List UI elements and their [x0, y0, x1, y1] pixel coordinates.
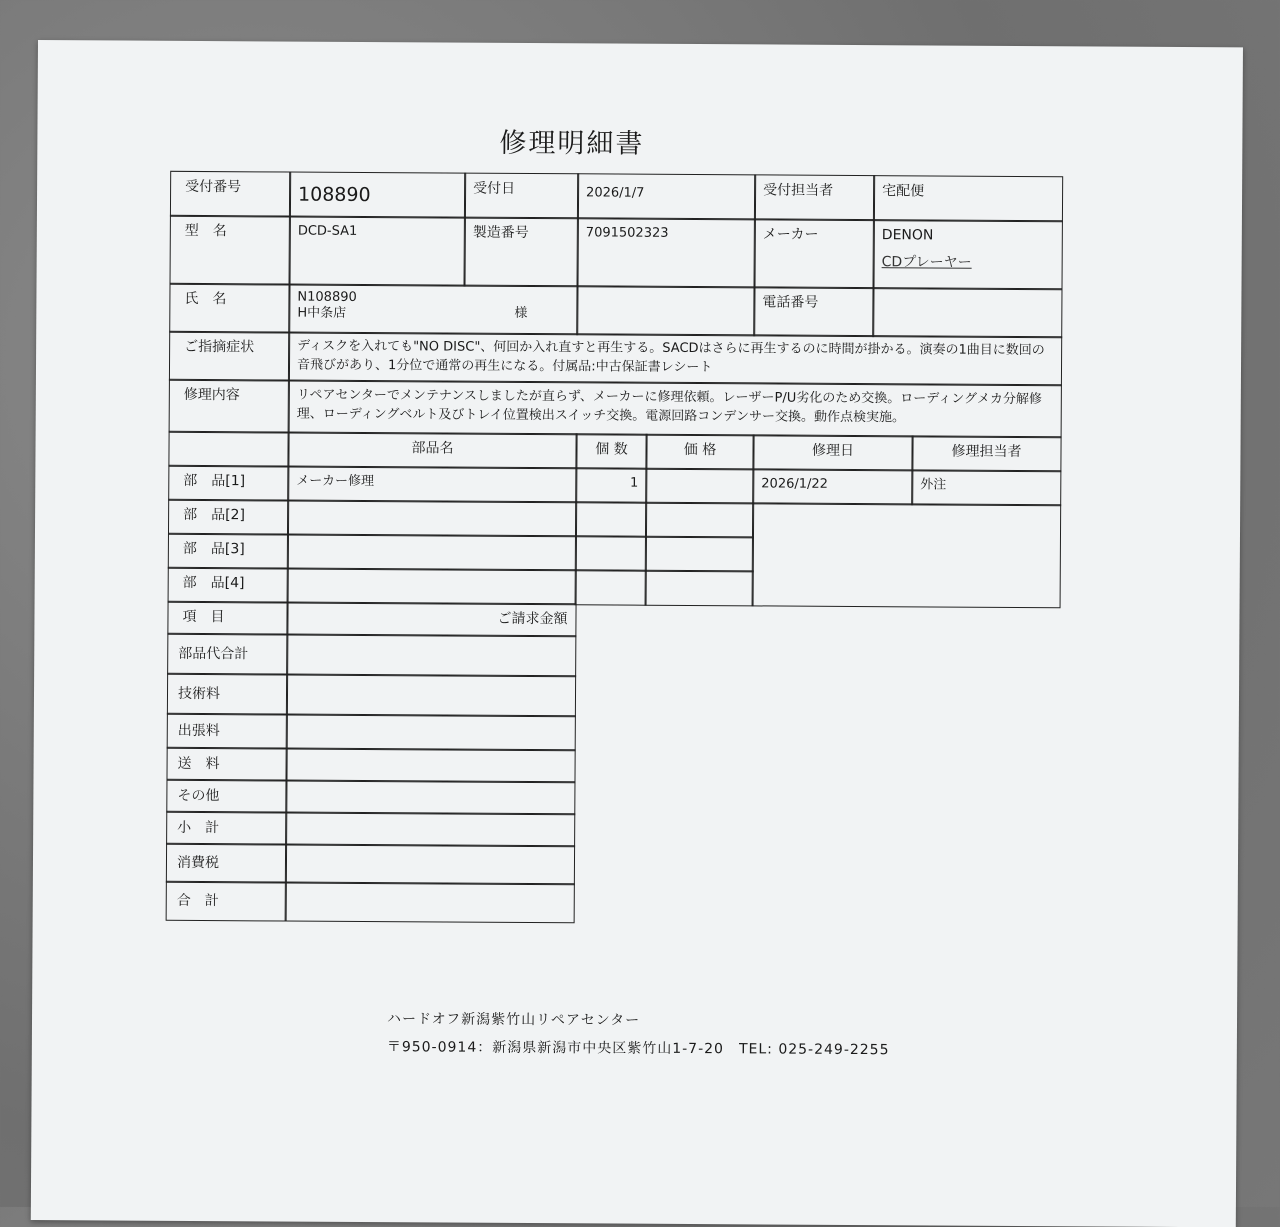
serial-label: 製造番号	[464, 217, 579, 288]
billing-row-label: 送 料	[166, 747, 287, 782]
billing-row-label: 技術料	[167, 673, 288, 716]
reception-no-label: 受付番号	[170, 171, 291, 218]
part-row-1-tech: 外注	[911, 469, 1061, 506]
repair-label: 修理内容	[169, 379, 290, 434]
parts-header-price: 価 格	[645, 434, 754, 471]
billing-row-amount	[286, 674, 576, 718]
parts-header-name: 部品名	[287, 432, 577, 470]
staff-label: 受付担当者	[754, 174, 875, 221]
billing-item-header: 項 目	[167, 601, 288, 636]
parts-header-qty: 個 数	[575, 433, 647, 469]
part-row-1-label: 部 品[1]	[168, 465, 289, 502]
part-row-1-date: 2026/1/22	[752, 468, 913, 505]
shop-name: ハードオフ新潟紫竹山リペアセンター	[386, 1011, 641, 1029]
product-category: CDプレーヤー	[881, 254, 972, 271]
staff-value: 宅配便	[873, 175, 1063, 222]
part-row-2-qty	[575, 501, 647, 537]
billing-row-amount	[285, 780, 575, 816]
billing-row-label: 消費税	[166, 843, 287, 884]
part-row-2-name	[287, 500, 577, 538]
billing-row-amount	[285, 748, 575, 784]
maker-label: メーカー	[753, 218, 874, 289]
billing-row-amount	[285, 812, 575, 848]
symptom-text: ディスクを入れても"NO DISC"、何回か入れ直すと再生する。SACDはさらに再生するのに時間が掛かる。演奏の1曲目に数回の音飛びがあり、1分位で通常の再生になる。付属品:中古保証書レシート	[288, 332, 1062, 387]
part-row-4-price	[645, 570, 754, 607]
billing-row-label: 部品代合計	[167, 633, 288, 676]
part-row-3-name	[287, 534, 577, 572]
name-cell	[288, 284, 578, 336]
part-row-3-price	[645, 536, 754, 573]
name-label: 氏 名	[169, 283, 290, 334]
model-label: 型 名	[170, 215, 291, 286]
serial-value: 7091502323	[576, 217, 755, 288]
billing-row-amount	[286, 634, 576, 678]
parts-header-tech: 修理担当者	[911, 435, 1061, 472]
part-row-3-qty	[575, 535, 647, 571]
billing-row-amount	[286, 714, 576, 752]
model-value: DCD-SA1	[289, 216, 466, 287]
billing-row-label: 出張料	[167, 713, 288, 750]
name-blank-cell	[576, 285, 755, 336]
document-title: 修理明細書	[499, 127, 645, 160]
reception-date-value: 2026/1/7	[577, 173, 756, 220]
part-row-1-qty: 1	[575, 467, 647, 503]
billing-row-amount	[285, 882, 575, 924]
customer-code: N108890	[297, 289, 357, 305]
reception-no-value: 108890	[289, 172, 466, 219]
shop-address: 〒950-0914：新潟県新潟市中央区紫竹山1-7-20 TEL: 025-249-2255	[386, 1039, 890, 1059]
parts-corner	[168, 431, 289, 468]
phone-value	[872, 287, 1062, 338]
repair-date-merged-block	[752, 502, 1062, 608]
part-row-4-qty	[575, 569, 647, 605]
parts-header-date: 修理日	[752, 434, 913, 471]
part-row-3-label: 部 品[3]	[168, 533, 289, 570]
repair-text: リペアセンターでメンテナンスしましたが直らず、メーカーに修理依頼。レーザーP/U劣化のため交換。ローディングメカ分解修理、ローディングベルト及びトレイ位置検出スイッチ交換。電源回路コンデンサー交換。動作点検実施。	[288, 380, 1062, 439]
part-row-2-label: 部 品[2]	[168, 499, 289, 536]
part-row-2-price	[645, 502, 754, 539]
honorific: 様	[514, 305, 528, 321]
part-row-4-label: 部 品[4]	[168, 567, 289, 604]
billing-row-label: その他	[166, 779, 287, 814]
reception-date-label: 受付日	[464, 173, 579, 220]
billing-amount-header: ご請求金額	[286, 602, 576, 638]
billing-row-amount	[285, 844, 575, 886]
billing-row-label: 小 計	[166, 811, 287, 846]
billing-row-label: 合 計	[166, 881, 287, 922]
symptom-label: ご指摘症状	[169, 331, 290, 382]
customer-store: H中条店	[297, 305, 347, 321]
part-row-1-price	[645, 468, 754, 505]
part-row-1-name: メーカー修理	[287, 466, 577, 504]
phone-label: 電話番号	[753, 286, 874, 337]
part-row-4-name	[287, 568, 577, 606]
maker-cell	[872, 219, 1062, 290]
maker-value: DENON	[881, 227, 934, 244]
repair-statement-sheet	[31, 40, 1243, 1227]
